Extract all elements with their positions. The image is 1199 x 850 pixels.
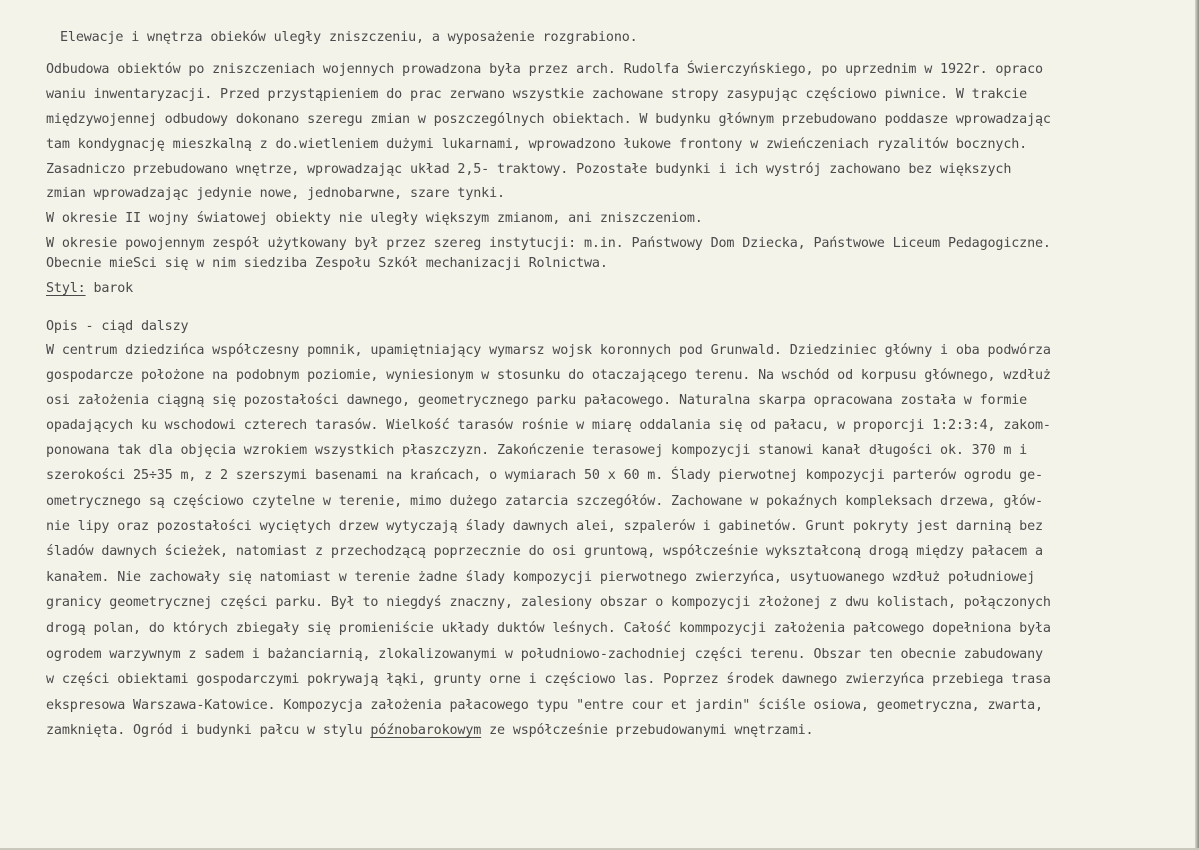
history-line: międzywojennej odbudowy dokonano szeregu zmian w poszczególnych obiektach. W budynku głównym przebudowano poddasze wprowadzając xyxy=(46,112,1051,127)
description-line: ogrodem warzywnym z sadem i bażanciarnią, zlokalizowanymi w południowo-zachodniej części terenu. Obszar ten obecnie zabudowany xyxy=(46,647,1043,662)
description-line: granicy geometrycznej części parku. Był to niegdyś znaczny, zalesiony obszar o kompozycji złożonej z dwu kolistach, połączonych xyxy=(46,595,1051,610)
description-line: drogą polan, do których zbiegały się promieniście układy duktów leśnych. Całość kommpozycji założenia pałcowego dopełniona była xyxy=(46,621,1051,636)
description-last-line xyxy=(46,723,813,739)
description-line: kanałem. Nie zachowały się natomiast w terenie żadne ślady kompozycji pierwotnego zwierzyńca, usytuowanego wzdłuż południowej xyxy=(46,570,1035,585)
last-line-suffix: ze współcześnie przebudowanymi wnętrzami. xyxy=(481,723,814,738)
history-line: W okresie powojennym zespół użytkowany był przez szereg instytucji: m.in. Państwowy Dom Dziecka, Państwowe Liceum Pedagogiczne. xyxy=(46,236,1051,251)
description-line: szerokości 25÷35 m, z 2 szerszymi basenami na krańcach, o wymiarach 50 x 60 m. Ślady pierwotnej kompozycji parterów ogrodu ge- xyxy=(46,468,1043,483)
history-line: Obecnie mieSci się w nim siedziba Zespołu Szkół mechanizacji Rolnictwa. xyxy=(46,256,608,271)
history-line: waniu inwentaryzacji. Przed przystąpieniem do prac zerwano wszystkie zachowane stropy zasypując częściowo piwnice. W trakcie xyxy=(46,87,1028,102)
card-right-edge xyxy=(1195,0,1199,850)
description-line: ponowana tak dla objęcia wzrokiem wszystkich płaszczyzn. Zakończenie terasowej kompozycji stanowi kanał długości ok. 370 m i xyxy=(46,443,1028,458)
intro-line: Elewacje i wnętrza obieków uległy zniszczeniu, a wyposażenie rozgrabiono. xyxy=(60,30,638,45)
style-value: barok xyxy=(85,281,134,296)
description-line: śladów dawnych ścieżek, natomiast z przechodzącą poprzecznie do osi gruntową, współcześnie wykształconą drogą między pałacem a xyxy=(46,544,1043,559)
description-line: osi założenia ciągną się pozostałości dawnego, geometrycznego parku pałacowego. Naturalna skarpa opracowana została w formie xyxy=(46,393,1028,408)
description-line: gospodarcze położone na podobnym poziomie, wyniesionym w stosunku do otaczającego terenu. Na wschód od korpusu głównego, wzdłuż xyxy=(46,368,1051,383)
description-line: W centrum dziedzińca współczesny pomnik, upamiętniający wymarsz wojsk koronnych pod Grunwald. Dziedziniec główny i oba podwórza xyxy=(46,343,1051,358)
history-line: W okresie II wojny światowej obiekty nie uległy większym zmianom, ani zniszczeniom. xyxy=(46,211,703,226)
section-heading: Opis - ciąd dalszy xyxy=(46,319,189,334)
description-line: nie lipy oraz pozostałości wyciętych drzew wytyczają ślady dawnych alei, szpalerów i gabinetów. Grunt pokryty jest darniną bez xyxy=(46,519,1043,534)
description-line: ekspresowa Warszawa-Katowice. Kompozycja założenia pałacowego typu "entre cour et jardin" ściśle osiowa, geometryczna, zwarta, xyxy=(46,698,1043,713)
last-line-prefix: zamknięta. Ogród i budynki pałcu w stylu xyxy=(46,723,371,738)
history-line: Zasadniczo przebudowano wnętrze, wprowadzając układ 2,5- traktowy. Pozostałe budynki i ich wystrój zachowano bez większych xyxy=(46,162,1012,177)
style-label: Styl: xyxy=(46,281,86,296)
underlined-term: późnobarokowym xyxy=(370,723,482,738)
description-line: w części obiektami gospodarczymi pokrywają łąki, grunty orne i częściowo las. Poprzez środek dawnego zwierzyńca przebiega trasa xyxy=(46,672,1051,687)
history-line: tam kondygnację mieszkalną z do.wietleniem dużymi lukarnami, wprowadzono łukowe frontony w zwieńczeniach ryzalitów bocznych. xyxy=(46,137,1028,152)
description-line: ometrycznego są częściowo czytelne w terenie, mimo dużego zatarcia szczegółów. Zachowane w pokaźnych kompleksach drzewa, głów- xyxy=(46,494,1043,509)
style-row xyxy=(46,281,133,297)
history-line: Odbudowa obiektów po zniszczeniach wojennych prowadzona była przez arch. Rudolfa Świerczyńskiego, po uprzednim w 1922r. opraco xyxy=(46,62,1043,77)
description-line: opadających ku wschodowi czterech tarasów. Wielkość tarasów rośnie w miarę oddalania się od pałacu, w proporcji 1:2:3:4, zakom- xyxy=(46,418,1051,433)
history-line: zmian wprowadzając jedynie nowe, jednobarwne, szare tynki. xyxy=(46,186,505,201)
